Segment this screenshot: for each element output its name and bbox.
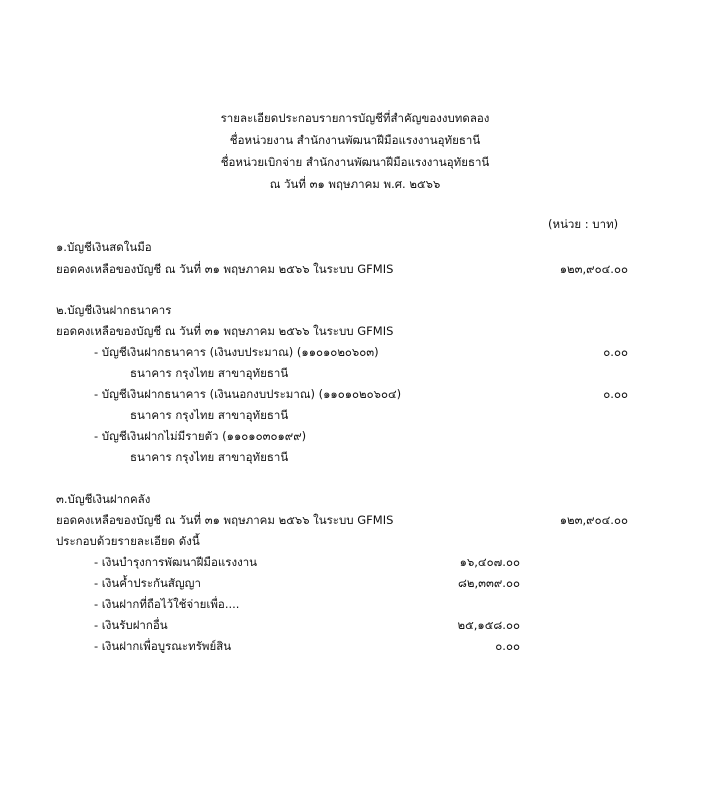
treasury-item-value: ๑๖,๔๐๗.๐๐ — [459, 555, 520, 569]
section-3-title: ๓.บัญชีเงินฝากคลัง — [56, 492, 151, 506]
unit-label: (หน่วย : บาท) — [548, 217, 619, 231]
section-2-title: ๒.บัญชีเงินฝากธนาคาร — [56, 303, 172, 317]
treasury-item-label: - เงินบำรุงการพัฒนาฝีมือแรงงาน — [94, 555, 258, 569]
agency-name: ชื่อหน่วยงาน สำนักงานพัฒนาฝีมือแรงงานอุทัยธานี — [229, 133, 481, 147]
section-3-balance-label: ยอดคงเหลือของบัญชี ณ วันที่ ๓๑ พฤษภาคม ๒๕๖๖ ในระบบ GFMIS — [56, 513, 394, 527]
bank-account-item: - บัญชีเงินฝากธนาคาร (เงินงบประมาณ) (๑๑๐๑๐๒๐๖๐๓) — [94, 345, 379, 359]
bank-account-item: - บัญชีเงินฝากธนาคาร (เงินนอกงบประมาณ) (๑๑๐๑๐๒๐๖๐๔) — [94, 387, 402, 401]
section-1-balance-value: ๑๒๓,๙๐๔.๐๐ — [559, 262, 628, 276]
treasury-item-value: ๘๒,๓๓๙.๐๐ — [458, 576, 520, 590]
bank-account-item: - บัญชีเงินฝากไม่มีรายตัว (๑๑๐๑๐๓๐๑๙๙) — [94, 429, 307, 443]
report-title: รายละเอียดประกอบรายการบัญชีที่สำคัญของงบทดลอง — [220, 111, 490, 125]
section-1-balance-label: ยอดคงเหลือของบัญชี ณ วันที่ ๓๑ พฤษภาคม ๒๕๖๖ ในระบบ GFMIS — [56, 262, 394, 276]
treasury-item-label: - เงินค้ำประกันสัญญา — [94, 576, 201, 590]
section-2-balance-label: ยอดคงเหลือของบัญชี ณ วันที่ ๓๑ พฤษภาคม ๒๕๖๖ ในระบบ GFMIS — [56, 324, 394, 338]
treasury-item-value: ๐.๐๐ — [495, 639, 520, 653]
report-date: ณ วันที่ ๓๑ พฤษภาคม พ.ศ. ๒๕๖๖ — [269, 177, 441, 191]
treasury-item-label: - เงินรับฝากอื่น — [94, 618, 168, 632]
section-3-balance-value: ๑๒๓,๙๐๔.๐๐ — [559, 513, 628, 527]
section-3-detail-label: ประกอบด้วยรายละเอียด ดังนี้ — [56, 534, 200, 548]
bank-name: ธนาคาร กรุงไทย สาขาอุทัยธานี — [130, 366, 289, 380]
bank-name: ธนาคาร กรุงไทย สาขาอุทัยธานี — [130, 408, 289, 422]
bank-name: ธนาคาร กรุงไทย สาขาอุทัยธานี — [130, 450, 289, 464]
treasury-item-label: - เงินฝากเพื่อบูรณะทรัพย์สิน — [94, 639, 232, 653]
section-1-title: ๑.บัญชีเงินสดในมือ — [56, 240, 152, 254]
treasury-item-label: - เงินฝากที่ถือไว้ใช้จ่ายเพื่อ.... — [94, 597, 240, 611]
bank-account-value: ๐.๐๐ — [603, 345, 628, 359]
disbursing-unit-name: ชื่อหน่วยเบิกจ่าย สำนักงานพัฒนาฝีมือแรงงานอุทัยธานี — [220, 155, 490, 169]
treasury-item-value: ๒๕,๑๕๘.๐๐ — [457, 618, 520, 632]
bank-account-value: ๐.๐๐ — [603, 387, 628, 401]
